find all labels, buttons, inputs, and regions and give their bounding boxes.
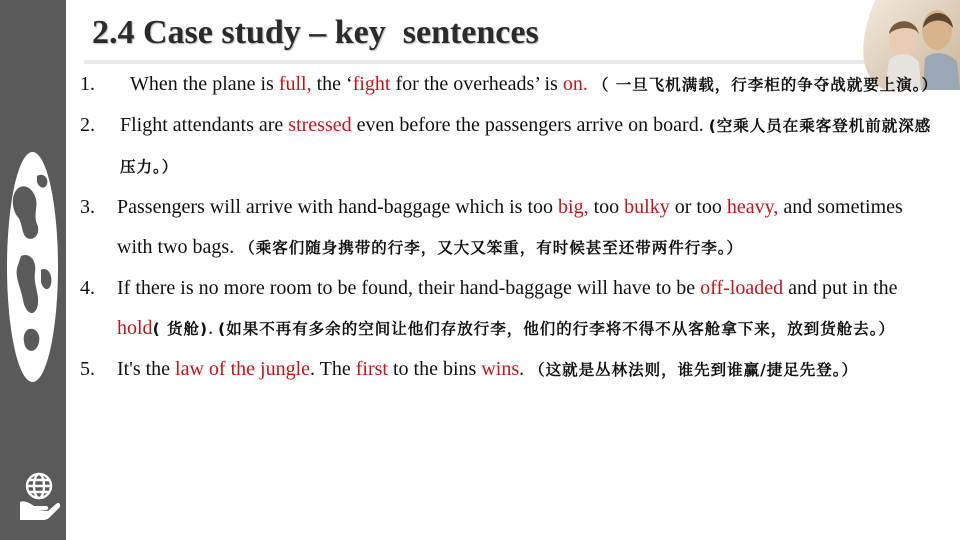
highlight-word: on. [562,73,588,95]
highlight-word: hold [117,317,153,339]
highlight-word: wins [481,358,520,380]
chinese-translation: （这就是丛林法则，谁先到谁赢/捷足先登。） [529,361,859,379]
highlight-word: first [355,358,388,380]
item-number: 5. [80,358,95,380]
slide-title: 2.4 Case study – key sentences [92,14,539,51]
hand-globe-icon [18,470,60,522]
sidebar [0,0,66,540]
chinese-translation: (空乘人员在乘客登机前就深感压力。） [120,117,932,176]
sentence-text: . [519,358,530,380]
sentence-text: and sometimes with two bags. [117,196,903,258]
list-item [80,105,940,187]
sentence-text: for the overheads’ is [390,73,563,95]
item-number: 3. [80,196,95,218]
sentence-text: even before the passengers arrive on board. [351,114,709,136]
highlight-word: bulky [624,196,670,218]
chinese-gloss: ( 货舱) [152,320,209,338]
sentence-text: When the plane is [130,73,279,95]
sentence-text: or too [669,196,727,218]
list-item [80,64,940,105]
chinese-translation: （乘客们随身携带的行李，又大又笨重，有时候甚至还带两件行李。） [239,239,743,257]
key-sentences-list [80,64,940,390]
sentence-text: and put in the [783,277,898,299]
sentence-text: Flight attendants are [120,114,289,136]
item-number: 1. [80,73,95,95]
sentence-text: the ‘ [311,73,353,95]
sentence-text: too [588,196,625,218]
highlight-word: off-loaded [700,277,784,299]
sentence-text: to the bins [387,358,482,380]
item-number: 2. [80,114,95,136]
sentence-text: . The [310,358,356,380]
sentence-text: It's the [117,358,176,380]
globe-icon [7,152,58,382]
highlight-word: big, [558,196,589,218]
highlight-word: full, [278,73,312,95]
sentence-text: . [208,317,219,339]
sentence-text: Passengers will arrive with hand-baggage which is too [117,196,559,218]
highlight-word: law of the jungle [175,358,311,380]
list-item [80,349,940,390]
sentence-text: If there is no more room to be found, their hand-baggage will have to be [117,277,701,299]
list-item [80,268,940,349]
highlight-word: stressed [288,114,352,136]
highlight-word: fight [352,73,391,95]
list-item [80,187,940,268]
chinese-translation: (如果不再有多余的空间让他们存放行李，他们的行李将不得不从客舱拿下来，放到货舱去。） [218,320,895,338]
item-number: 4. [80,277,95,299]
highlight-word: heavy, [726,196,779,218]
chinese-translation: （ 一旦飞机满载，行李柜的争夺战就要上演。） [592,76,938,94]
